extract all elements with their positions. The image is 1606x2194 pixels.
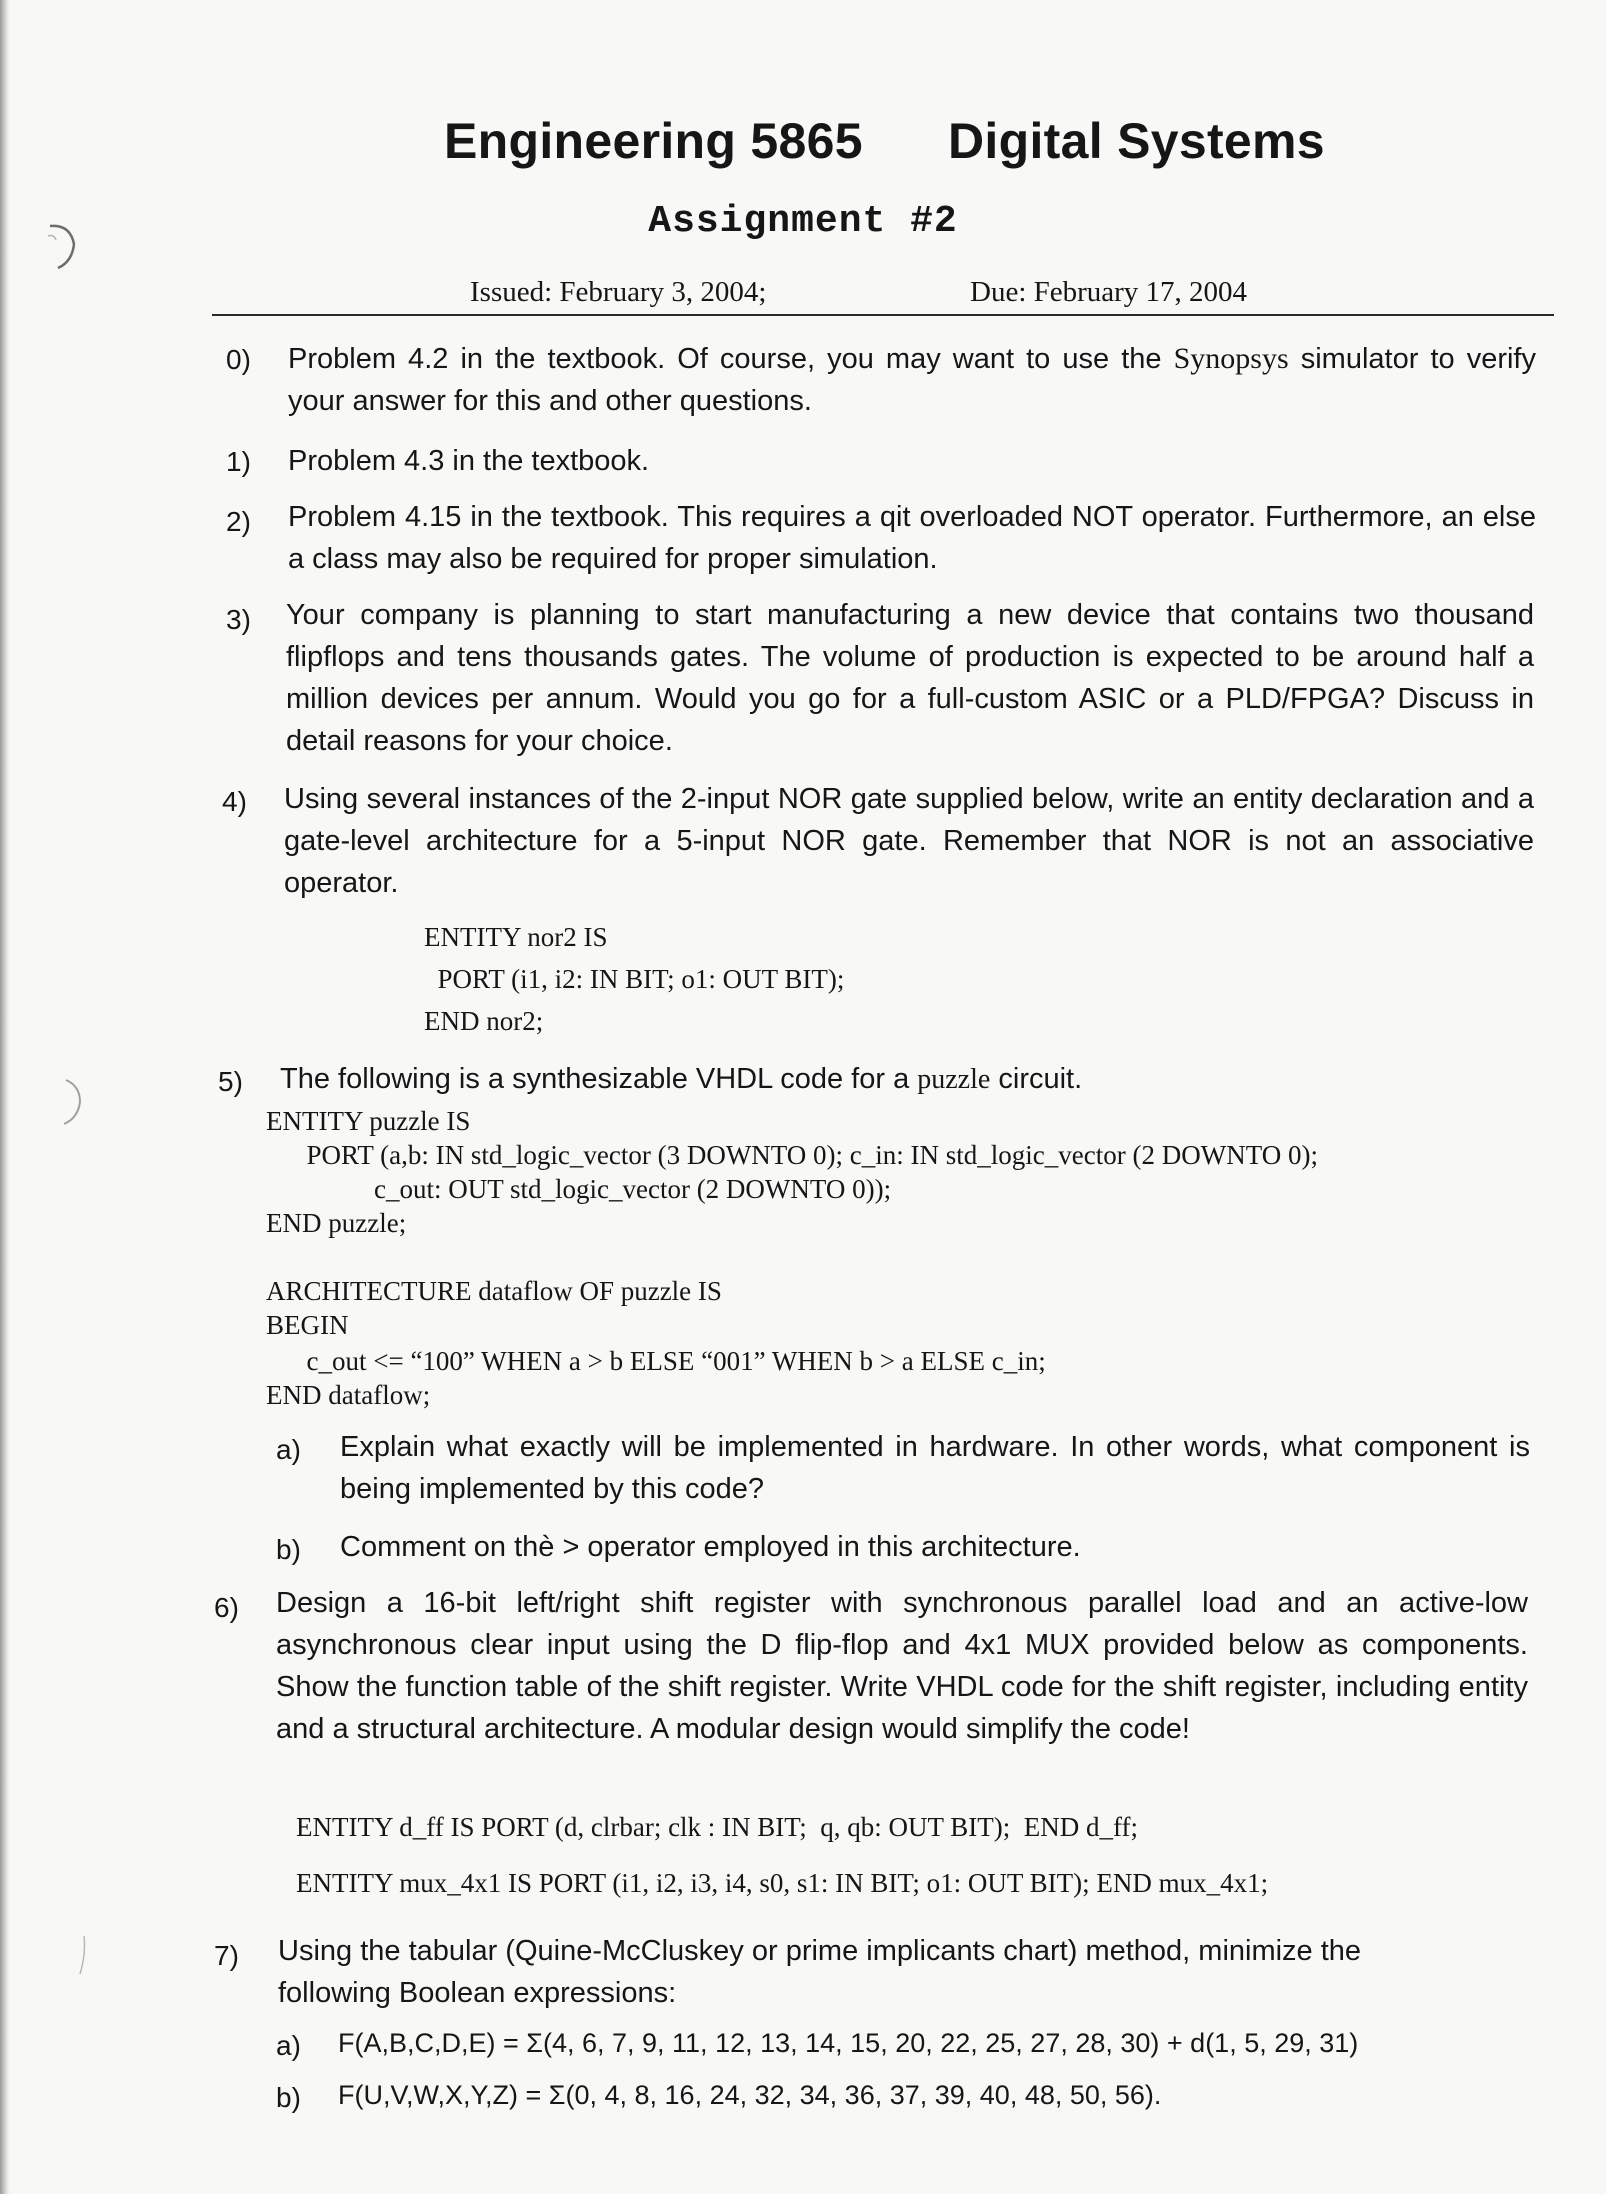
code-line: PORT (a,b: IN std_logic_vector (3 DOWNTO 0); c_in: IN std_logic_vector (2 DOWNTO 0); — [266, 1140, 1318, 1170]
question-number: 5) — [218, 1066, 243, 1097]
code-line: END puzzle; — [266, 1208, 407, 1238]
question-7a-expression: F(A,B,C,D,E) = Σ(4, 6, 7, 9, 11, 12, 13, 14, 15, 20, 22, 25, 27, 28, 30) + d(1, 5, 29, 31) — [338, 2028, 1359, 2058]
code-line: ARCHITECTURE dataflow OF puzzle IS — [266, 1276, 722, 1306]
subquestion-number: a) — [276, 2030, 301, 2061]
question-5-text-end: circuit. — [990, 1063, 1083, 1095]
question-number: 7) — [214, 1940, 239, 1971]
question-4-text: Using several instances of the 2-input NOR gate supplied below, write an entity declaration and a gate-level architecture for a 5-input NOR gate. Remember that NOR is not an associative operator. — [284, 783, 1534, 899]
assignment-title: Assignment #2 — [648, 200, 958, 243]
subquestion-number: a) — [276, 1434, 301, 1465]
course-name-title: Digital Systems — [948, 113, 1325, 169]
due-date: Due: February 17, 2004 — [970, 276, 1248, 308]
question-0-text-start: Problem 4.2 in the textbook. Of course, you may want to use the — [288, 343, 1174, 375]
simulator-name: Synopsys — [1173, 342, 1289, 375]
question-number: 1) — [226, 446, 251, 477]
question-1-text: Problem 4.3 in the textbook. — [288, 445, 650, 477]
subquestion-number: b) — [276, 1534, 301, 1565]
code-line: BEGIN — [266, 1310, 349, 1340]
question-number: 2) — [226, 506, 251, 537]
question-6-text: Design a 16-bit left/right shift register with synchronous parallel load and an active-low asynchronous clear input using the D flip-flop and 4x1 MUX provided below as components. Show the function table of the shift register. Write VHDL code for the shift register, including entity and a structural architecture. A modular design would simplify the code! — [276, 1587, 1528, 1745]
code-line: PORT (i1, i2: IN BIT; o1: OUT BIT); — [424, 964, 845, 994]
punch-hole-mark-middle — [58, 1072, 98, 1132]
code-line: ENTITY puzzle IS — [266, 1106, 471, 1136]
question-5b-text: Comment on thè > operator employed in this architecture. — [340, 1531, 1081, 1563]
code-line: END nor2; — [424, 1006, 544, 1036]
question-3-text: Your company is planning to start manufacturing a new device that contains two thousand flipflops and tens thousands gates. The volume of production is expected to be around half a million devices per annum. Would you go for a full-custom ASIC or a PLD/FPGA? Discuss in detail reasons for your choice. — [286, 599, 1534, 757]
question-number: 0) — [226, 344, 251, 375]
question-7b-expression: F(U,V,W,X,Y,Z) = Σ(0, 4, 8, 16, 24, 32, 34, 36, 37, 39, 40, 48, 50, 56). — [338, 2080, 1162, 2110]
code-line: END dataflow; — [266, 1380, 431, 1410]
subquestion-number: b) — [276, 2082, 301, 2113]
code-line: c_out <= “100” WHEN a > b ELSE “001” WHEN b > a ELSE c_in; — [266, 1346, 1046, 1376]
question-number: 4) — [222, 786, 247, 817]
scan-edge-shadow — [0, 0, 10, 2194]
question-7-text: Using the tabular (Quine-McCluskey or prime implicants chart) method, minimize the following Boolean expressions: — [278, 1935, 1362, 2009]
question-0-text-end: simulator to verify your answer for this and other questions. — [288, 343, 1536, 417]
question-2-text: Problem 4.15 in the textbook. This requires a qit overloaded NOT operator. Furthermore, an else a class may also be required for proper simulation. — [288, 501, 1536, 575]
question-number: 6) — [214, 1592, 239, 1623]
code-line: ENTITY nor2 IS — [424, 922, 608, 952]
question-5-text — [280, 1058, 1530, 1101]
question-number: 3) — [226, 604, 251, 635]
question-5-text-start: The following is a synthesizable VHDL code for a — [280, 1063, 918, 1095]
question-5a-text: Explain what exactly will be implemented in hardware. In other words, what component is being implemented by this code? — [340, 1431, 1530, 1505]
code-line: c_out: OUT std_logic_vector (2 DOWNTO 0)); — [266, 1174, 892, 1204]
header-divider — [212, 314, 1554, 316]
circuit-name: puzzle — [917, 1064, 991, 1095]
issued-date: Issued: February 3, 2004; — [470, 276, 767, 308]
code-line: ENTITY d_ff IS PORT (d, clrbar; clk : IN BIT; q, qb: OUT BIT); END d_ff; — [296, 1812, 1139, 1842]
code-line: ENTITY mux_4x1 IS PORT (i1, i2, i3, i4, s0, s1: IN BIT; o1: OUT BIT); END mux_4x1; — [296, 1868, 1269, 1898]
question-0-text — [288, 338, 1536, 422]
course-code-title: Engineering 5865 — [444, 113, 863, 169]
punch-hole-mark-bottom — [66, 1930, 106, 1990]
